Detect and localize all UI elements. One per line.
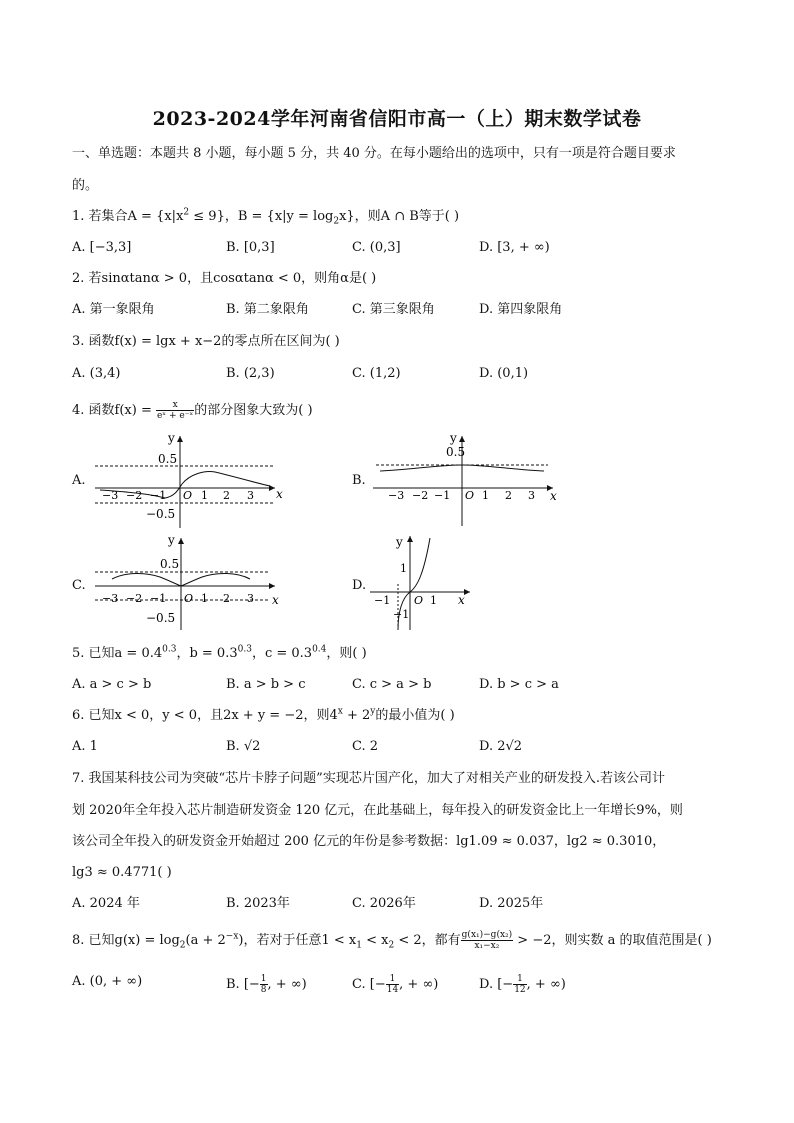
svg-text:1: 1 (201, 489, 208, 502)
svg-text:O: O (184, 592, 194, 605)
svg-text:y: y (168, 533, 175, 547)
svg-text:x: x (458, 593, 465, 607)
q4-label-b: B. (352, 473, 366, 488)
svg-text:x: x (276, 487, 283, 501)
q2-stem: 2. 若sinαtanα > 0，且cosαtanα < 0，则角α是( ) (72, 271, 377, 286)
q3-option-a: A. (3,4) (72, 366, 121, 381)
q3-stem: 3. 函数f(x) = lgx + x−2的零点所在区间为( ) (72, 334, 340, 349)
q4-label-a: A. (72, 473, 86, 488)
q8-stem: 8. 已知$g(x) = \log_2(a + 2^{-x})$，若对于任意$1 < x_1 < x_2 < 2$，都有 $\frac{\text{g(x₁)−g(x₂)}}{\text{x₁−x₂}}$ > −2，则实数 a 的取值范围是( ) (72, 930, 712, 951)
svg-text:3: 3 (247, 489, 254, 502)
svg-text:0.5: 0.5 (160, 557, 180, 571)
q6-option-a: A. 1 (72, 739, 98, 754)
svg-text:−0.5: −0.5 (146, 507, 176, 521)
q5-option-d: D. b > c > a (479, 677, 559, 692)
svg-text:−3: −3 (102, 592, 119, 605)
q5-stem: 5. 已知$a = 0.4^{0.3}$，$b = 0.3^{0.3}$，$c = 0.3^{0.4}$，则( ) (72, 644, 367, 661)
q7-option-a: A. 2024 年 (72, 896, 140, 911)
q3-option-b: B. (2,3) (226, 366, 275, 381)
q7-stem-line4: lg3 ≈ 0.4771( ) (72, 865, 172, 880)
q8-option-b: B. [− $\frac{1}{8}$ , + ∞) (226, 974, 307, 995)
page-title: 2023-2024学年河南省信阳市高一（上）期末数学试卷 (152, 108, 642, 130)
q4-graph-a (90, 430, 290, 530)
svg-text:−2: −2 (126, 592, 143, 605)
q4-fraction: $\frac{x}{\text{eˣ + e⁻ˣ}}$ (156, 400, 194, 421)
svg-text:1: 1 (430, 594, 437, 607)
svg-text:−2: −2 (412, 489, 429, 502)
svg-text:1: 1 (482, 489, 489, 502)
q7-stem-line1: 7. 我国某科技公司为突破“芯片卡脖子问题”实现芯片国产化，加大了对相关产业的研发投入.若该公司计 (72, 771, 665, 786)
q5-option-b: B. a > b > c (226, 677, 306, 692)
svg-text:O: O (414, 594, 424, 607)
q3-option-c: C. (1,2) (352, 366, 401, 381)
q4-stem: 4. 函数f(x) = $\frac{x}{\text{eˣ + e⁻ˣ}}$ 的部分图象大致为( ) (72, 400, 313, 421)
svg-text:−3: −3 (102, 489, 119, 502)
svg-text:−1: −1 (150, 592, 167, 605)
q4-graph-c (90, 532, 290, 632)
q7-option-d: D. 2025年 (479, 896, 544, 911)
q7-option-b: B. 2023年 (226, 896, 290, 911)
q4-graph-b (368, 430, 568, 530)
q6-option-d: D. 2√2 (479, 739, 523, 754)
q8-option-d: D. [− $\frac{1}{12}$ , + ∞) (479, 974, 566, 995)
svg-text:−1: −1 (393, 608, 410, 621)
svg-text:2: 2 (223, 592, 230, 605)
svg-text:−0.5: −0.5 (146, 611, 176, 625)
svg-text:2: 2 (505, 489, 512, 502)
svg-text:0.5: 0.5 (158, 452, 178, 466)
svg-text:y: y (450, 431, 457, 445)
q2-option-d: D. 第四象限角 (479, 302, 563, 317)
section-heading: 一、单选题：本题共 8 小题，每小题 5 分，共 40 分。在每小题给出的选项中，只有一项是符合题目要求 (72, 146, 676, 161)
svg-text:−2: −2 (126, 489, 143, 502)
q2-option-a: A. 第一象限角 (72, 302, 155, 317)
q5-option-a: A. a > c > b (72, 677, 152, 692)
svg-text:x: x (550, 489, 557, 503)
svg-text:O: O (465, 489, 475, 502)
q1-option-b: B. [0,3] (226, 240, 275, 255)
q5-option-c: C. c > a > b (352, 677, 432, 692)
q6-option-c: C. 2 (352, 739, 379, 754)
svg-text:y: y (396, 535, 403, 549)
svg-text:0.5: 0.5 (446, 445, 466, 459)
svg-text:y: y (168, 431, 175, 445)
q7-stem-line3: 该公司全年投入的研发资金开始超过 200 亿元的年份是参考数据：lg1.09 ≈ 0.037，lg2 ≈ 0.3010， (72, 834, 666, 849)
q6-option-b: B. √2 (226, 739, 261, 754)
svg-text:−3: −3 (388, 489, 405, 502)
q4-label-c: C. (72, 578, 86, 593)
q1-option-c: C. (0,3] (352, 240, 401, 255)
section-heading-cont: 的。 (72, 178, 99, 193)
q1-stem: 1. 若集合$A = \{x|x^2 \le 9\}$，$B = \{x|y = \log_2x\}$，则A ∩ B等于( ) (72, 207, 460, 227)
q1-option-a: A. [−3,3] (72, 240, 132, 255)
q6-stem: 6. 已知x < 0，y < 0，且2x + y = −2，则$4^x + 2^y$的最小值为( ) (72, 706, 455, 723)
q7-stem-line2: 划 2020年全年投入芯片制造研发资金 120 亿元，在此基础上，每年投入的研发资金比上一年增长9%，则 (72, 803, 683, 818)
svg-text:x: x (272, 593, 279, 607)
q7-option-c: C. 2026年 (352, 896, 416, 911)
svg-text:1: 1 (400, 562, 407, 575)
svg-text:1: 1 (201, 592, 208, 605)
q4-graph-d (366, 532, 476, 632)
svg-text:−1: −1 (150, 489, 167, 502)
q2-option-c: C. 第三象限角 (352, 302, 435, 317)
q8-option-c: C. [− $\frac{1}{14}$ , + ∞) (352, 974, 439, 995)
q8-fraction: $\frac{\text{g(x₁)−g(x₂)}}{\text{x₁−x₂}}$ (461, 930, 513, 951)
svg-text:3: 3 (528, 489, 535, 502)
q2-option-b: B. 第二象限角 (226, 302, 309, 317)
q1-option-d: D. [3, + ∞) (479, 240, 550, 255)
q3-option-d: D. (0,1) (479, 366, 529, 381)
svg-text:O: O (183, 489, 193, 502)
q4-label-d: D. (352, 578, 367, 593)
svg-text:−1: −1 (374, 594, 391, 607)
svg-text:−1: −1 (434, 489, 451, 502)
svg-text:3: 3 (247, 592, 254, 605)
svg-text:2: 2 (223, 489, 230, 502)
q8-option-a: A. (0, + ∞) (72, 974, 143, 989)
